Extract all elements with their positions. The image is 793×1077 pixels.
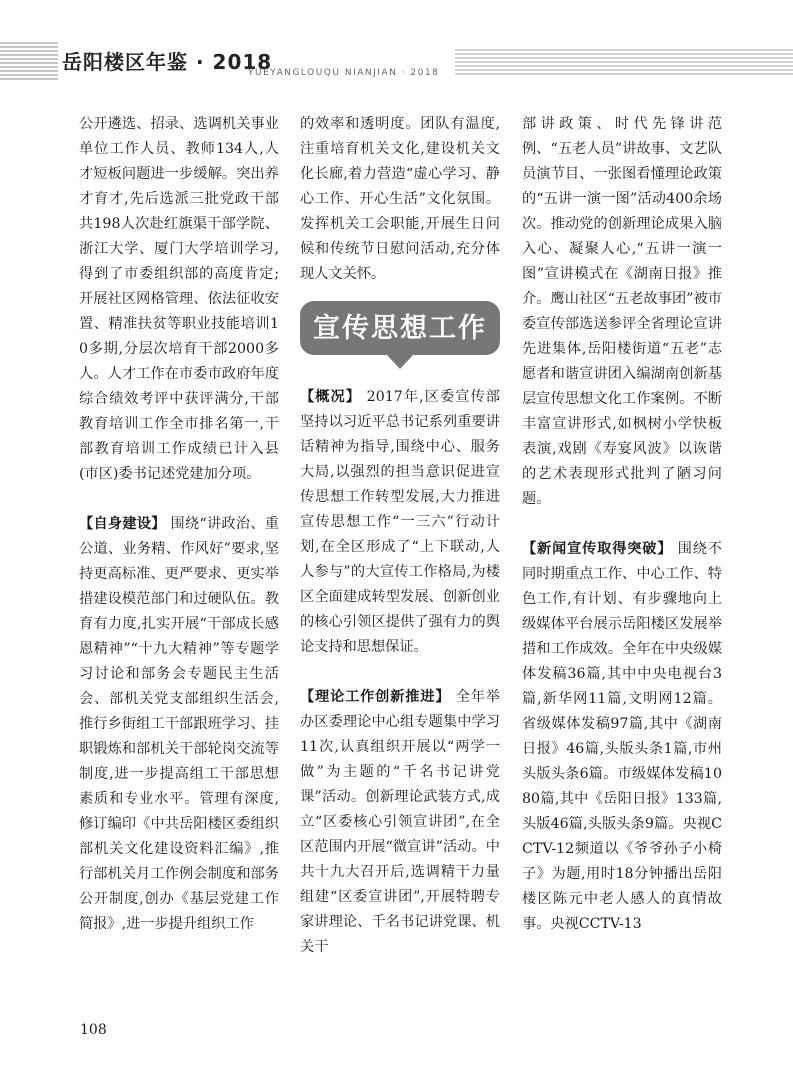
section-heading: 【理论工作创新推进】	[300, 689, 451, 705]
paragraph-body: 全年举办区委理论中心组专题集中学习11次,认真组织开展以“两学一做”为主题的“千名书记讲党课”活动。创新理论武装方式,成立“区委核心引领宣讲团”,在全区范围内开展“微宣讲”活动。中共十九大召开后,选调精干力量组建“区委宣讲团”,开展特聘专家讲理论、千名书记讲党课、机关干	[300, 689, 500, 955]
chapter-banner	[300, 301, 500, 355]
page-number: 108	[80, 1022, 107, 1038]
section-heading: 【概况】	[300, 389, 362, 405]
paragraph-body: 围绕不同时期重点工作、中心工作、特色工作,有计划、有步骤地向上级媒体平台展示岳阳楼区发展举措和工作成效。全年在中央级媒体发稿36篇,其中中央电视台3篇,新华网11篇,文明网12篇。省级媒体发稿97篇,其中《湖南日报》46篇,头版头条1篇,市州头版头条6篇。市级媒体发稿1080篇,其中《岳阳日报》133篇,头版46篇,头版头条9篇。央视CCTV-12频道以《爷爷孙子小椅子》为题,用时18分钟播出岳阳楼区陈元中老人感人的真情故事。央视CCTV-13	[522, 541, 722, 932]
paragraph	[300, 385, 500, 660]
paragraph	[79, 512, 279, 937]
paragraph: 部讲政策、时代先锋讲范例、“五老人员”讲故事、文艺队员演节目、一张图看懂理论政策的“五讲一演一图”活动400余场次。推动党的创新理论成果入脑入心、凝聚人心,“五讲一演一图”宣讲模式在《湖南日报》推介。鹰山社区“五老故事团”被市委宣传部选送参评全省理论宣讲先进集体,岳阳楼街道“五老”志愿者和谐宣讲团入编湖南创新基层宣传思想文化工作案例。不断丰富宣讲形式,如枫树小学快板表演,戏剧《寿宴风波》以诙谐的艺术表现形式批判了陋习问题。	[522, 116, 722, 507]
text-column-1	[79, 112, 279, 937]
paragraph: 公开遴选、招录、选调机关事业单位工作人员、教师134人,人才短板问题进一步缓解。突出养才育才,先后选派三批党政干部共198人次赴红旗渠干部学院、浙江大学、厦门大学培训学习,得到了市委组织部的高度肯定;开展社区网格管理、依法征收安置、精准扶贫等职业技能培训10多期,分层次培育干部2000多人。人才工作在市委市政府年度综合绩效考评中获评满分,干部教育培训工作全市排名第一,干部教育培训工作成绩已计入县(市区)委书记述党建加分项。	[79, 116, 279, 482]
running-head-title: 岳阳楼区年鉴 · 2018	[62, 50, 273, 74]
paragraph-body: 围绕“讲政治、重公道、业务精、作风好”要求,坚持更高标准、更严要求、更实举措建设模范部门和过硬队伍。教育有力度,扎实开展“干部成长感恩精神”“十九大精神”等专题学习讨论和部务会专题民主生活会、部机关党支部组织生活会,推行乡街组工干部跟班学习、挂职锻炼和部机关干部轮岗交流等制度,进一步提高组工干部思想素质和专业水平。管理有深度,修订编印《中共岳阳楼区委组织部机关文化建设资料汇编》,推行部机关月工作例会制度和部务公开制度,创办《基层党建工作简报》,进一步提升组织工作	[79, 516, 279, 932]
section-heading: 【新闻宣传取得突破】	[522, 541, 673, 557]
running-head-subtitle: YUEYANGLOUQU NIANJIAN · 2018	[248, 68, 440, 78]
header-stripe-decoration-right	[455, 49, 793, 75]
section-heading: 【自身建设】	[79, 516, 166, 532]
paragraph	[522, 537, 722, 937]
text-column-3	[522, 112, 722, 937]
header-stripe-decoration	[0, 42, 58, 80]
paragraph: 的效率和透明度。团队有温度,注重培育机关文化,建设机关文化长廊,着力营造“虚心学习、静心工作、开心生活”文化氛围。发挥机关工会职能,开展生日问候和传统节日慰问活动,充分体现人文关怀。	[300, 116, 500, 282]
text-column-2	[300, 112, 500, 960]
chapter-banner-title: 宣传思想工作	[313, 312, 487, 344]
paragraph-body: 2017年,区委宣传部坚持以习近平总书记系列重要讲话精神为指导,围绕中心、服务大局,以强烈的担当意识促进宣传思想工作转型发展,大力推进宣传思想工作“一三六”行动计划,在全区形成了“上下联动,人人参与”的大宣传工作格局,为楼区全面建成转型发展、创新创业的核心引领区提供了强有力的舆论支持和思想保证。	[300, 389, 500, 655]
paragraph	[300, 685, 500, 960]
